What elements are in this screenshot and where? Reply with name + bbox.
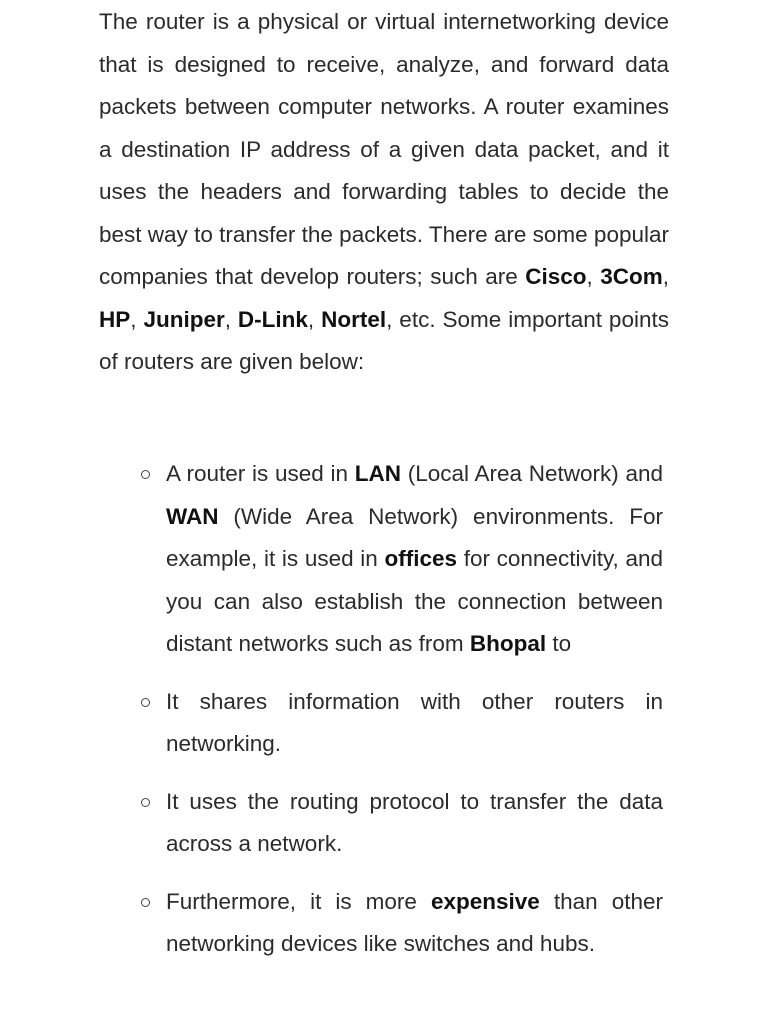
- separator: ,: [307, 306, 322, 332]
- router-points-list: [166, 453, 663, 981]
- point-text: It uses the routing protocol to transfer the data across a network.: [166, 788, 663, 856]
- separator: ,: [586, 264, 601, 289]
- intro-paragraph: [99, 0, 669, 384]
- brand-dlink: D-Link: [237, 306, 308, 332]
- brand-juniper: Juniper: [143, 306, 225, 332]
- circle-bullet-icon: [141, 470, 150, 479]
- term-lan: LAN: [354, 461, 401, 486]
- point-text: (Wide Area Network) environments. For example, it is used in: [166, 503, 663, 571]
- term-offices: offices: [384, 546, 458, 571]
- list-item: [166, 681, 663, 766]
- separator: ,: [224, 306, 238, 332]
- article-content: [99, 0, 669, 956]
- brand-cisco: Cisco: [525, 264, 587, 289]
- circle-bullet-icon: [141, 798, 150, 807]
- point-text: A router is used in: [166, 461, 355, 486]
- point-text: to: [546, 631, 572, 656]
- point-text: It shares information with other routers in networking.: [166, 688, 663, 756]
- point-text: (Local Area Network) and: [400, 461, 664, 486]
- intro-text-end: , etc. Some important points of routers are given below:: [99, 306, 669, 374]
- term-expensive: expensive: [431, 888, 540, 914]
- brand-hp: HP: [99, 306, 131, 332]
- point-text: for connectivity, and you can also establish the connection between distant networks such as from: [166, 546, 664, 656]
- point-text: Furthermore, it is more: [166, 888, 431, 914]
- list-item: [166, 781, 663, 866]
- separator: ,: [130, 306, 144, 332]
- brand-3com: 3Com: [600, 264, 663, 289]
- list-item: [166, 453, 663, 666]
- intro-text: The router is a physical or virtual internetworking device that is designed to receive, analyze, and forward data packets between computer networks. A router examines a destination IP address of a given data packet, and it uses the headers and forwarding tables to decide the best way to transfer the packets. There are some popular companies that develop routers; such are: [99, 9, 669, 289]
- separator: ,: [662, 264, 669, 289]
- term-bhopal: Bhopal: [469, 631, 547, 656]
- circle-bullet-icon: [141, 898, 150, 907]
- list-item: [166, 881, 663, 966]
- circle-bullet-icon: [141, 698, 150, 707]
- point-text: than other networking devices like switches and hubs.: [166, 888, 663, 956]
- term-wan: WAN: [166, 503, 219, 529]
- brand-nortel: Nortel: [321, 306, 387, 332]
